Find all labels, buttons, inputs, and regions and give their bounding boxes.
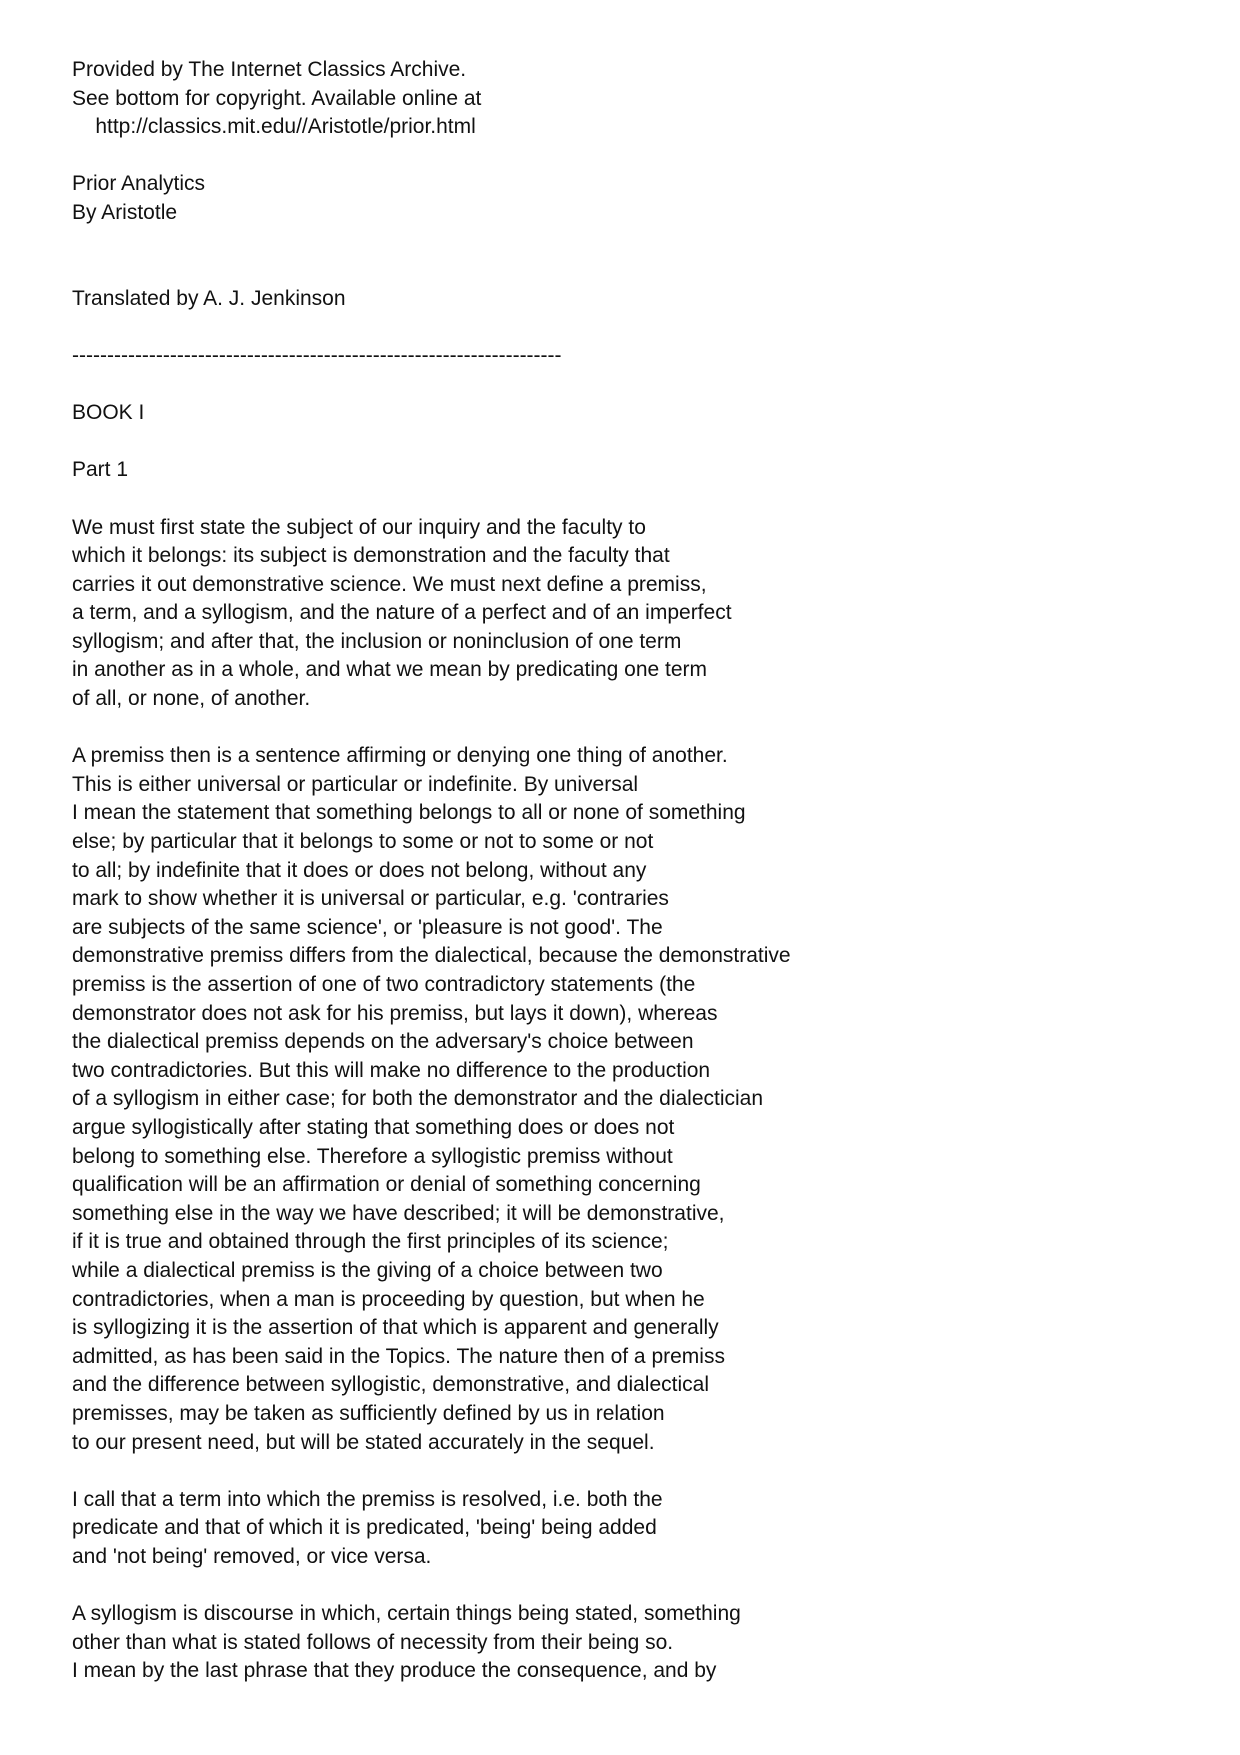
paragraph-line: contradictories, when a man is proceeding by question, but when he (72, 1287, 705, 1311)
spacer (72, 1571, 1192, 1600)
paragraph-line: qualification will be an affirmation or denial of something concerning (72, 1173, 701, 1197)
paragraph-line: if it is true and obtained through the first principles of its science; (72, 1230, 669, 1254)
paragraph-line: We must first state the subject of our inquiry and the faculty to (72, 515, 646, 539)
paragraph-line: while a dialectical premiss is the giving of a choice between two (72, 1258, 663, 1282)
paragraph-line: two contradictories. But this will make no difference to the production (72, 1058, 711, 1082)
spacer (72, 228, 1192, 257)
separator-line: ---------------------------------------------------------------------- (72, 343, 562, 367)
paragraph-line: is syllogizing it is the assertion of that which is apparent and generally (72, 1316, 719, 1340)
paragraph-line: of a syllogism in either case; for both the demonstrator and the dialectician (72, 1087, 764, 1111)
paragraph-line: are subjects of the same science', or 'pleasure is not good'. The (72, 915, 663, 939)
paragraph-line: A premiss then is a sentence affirming or denying one thing of another. (72, 744, 728, 768)
book-heading: BOOK I (72, 401, 145, 425)
spacer (72, 313, 1192, 342)
copyright-note-line: See bottom for copyright. Available online at (72, 86, 482, 110)
paragraph (72, 1600, 1192, 1686)
spacer (72, 428, 1192, 457)
spacer (72, 714, 1192, 743)
body-text (72, 514, 1192, 1686)
paragraph-line: and 'not being' removed, or vice versa. (72, 1544, 432, 1568)
paragraph-line: something else in the way we have described; it will be demonstrative, (72, 1201, 725, 1225)
part-heading: Part 1 (72, 458, 129, 482)
paragraph-line: I mean the statement that something belongs to all or none of something (72, 801, 746, 825)
paragraph (72, 514, 1192, 714)
paragraph-line: carries it out demonstrative science. We must next define a premiss, (72, 572, 707, 596)
work-author: By Aristotle (72, 200, 178, 224)
spacer (72, 256, 1192, 285)
translator-line: Translated by A. J. Jenkinson (72, 286, 346, 310)
paragraph-line: admitted, as has been said in the Topics. The nature then of a premiss (72, 1344, 725, 1368)
paragraph-line: demonstrative premiss differs from the dialectical, because the demonstrative (72, 944, 791, 968)
paragraph (72, 1486, 1192, 1572)
paragraph-line: A syllogism is discourse in which, certain things being stated, something (72, 1602, 741, 1626)
spacer (72, 142, 1192, 171)
paragraph-line: to our present need, but will be stated accurately in the sequel. (72, 1430, 655, 1454)
paragraph-line: belong to something else. Therefore a syllogistic premiss without (72, 1144, 673, 1168)
paragraph-line: predicate and that of which it is predicated, 'being' being added (72, 1516, 657, 1540)
paragraph-line: mark to show whether it is universal or particular, e.g. 'contraries (72, 887, 669, 911)
paragraph-line: to all; by indefinite that it does or does not belong, without any (72, 858, 647, 882)
spacer (72, 1457, 1192, 1486)
paragraph-line: This is either universal or particular or indefinite. By universal (72, 772, 639, 796)
spacer (72, 371, 1192, 400)
paragraph-line: demonstrator does not ask for his premiss, but lays it down), whereas (72, 1001, 718, 1025)
paragraph-line: premisses, may be taken as sufficiently defined by us in relation (72, 1401, 665, 1425)
document-page (72, 56, 1192, 1686)
paragraph-line: else; by particular that it belongs to some or not to some or not (72, 830, 654, 854)
paragraph-line: other than what is stated follows of necessity from their being so. (72, 1630, 674, 1654)
paragraph-line: which it belongs: its subject is demonstration and the faculty that (72, 544, 670, 568)
paragraph-line: a term, and a syllogism, and the nature of a perfect and of an imperfect (72, 601, 732, 625)
spacer (72, 485, 1192, 514)
source-url-line: http://classics.mit.edu//Aristotle/prior.html (72, 115, 476, 139)
work-title: Prior Analytics (72, 172, 206, 196)
paragraph-line: I mean by the last phrase that they produce the consequence, and by (72, 1659, 717, 1683)
paragraph-line: argue syllogistically after stating that something does or does not (72, 1115, 675, 1139)
paragraph-line: I call that a term into which the premiss is resolved, i.e. both the (72, 1487, 663, 1511)
provided-by-line: Provided by The Internet Classics Archive. (72, 58, 467, 81)
paragraph-line: in another as in a whole, and what we mean by predicating one term (72, 658, 708, 682)
paragraph-line: the dialectical premiss depends on the adversary's choice between (72, 1030, 694, 1054)
paragraph-line: of all, or none, of another. (72, 687, 311, 711)
paragraph (72, 742, 1192, 1457)
paragraph-line: and the difference between syllogistic, demonstrative, and dialectical (72, 1373, 709, 1397)
paragraph-line: syllogism; and after that, the inclusion or noninclusion of one term (72, 629, 682, 653)
paragraph-line: premiss is the assertion of one of two contradictory statements (the (72, 973, 696, 996)
